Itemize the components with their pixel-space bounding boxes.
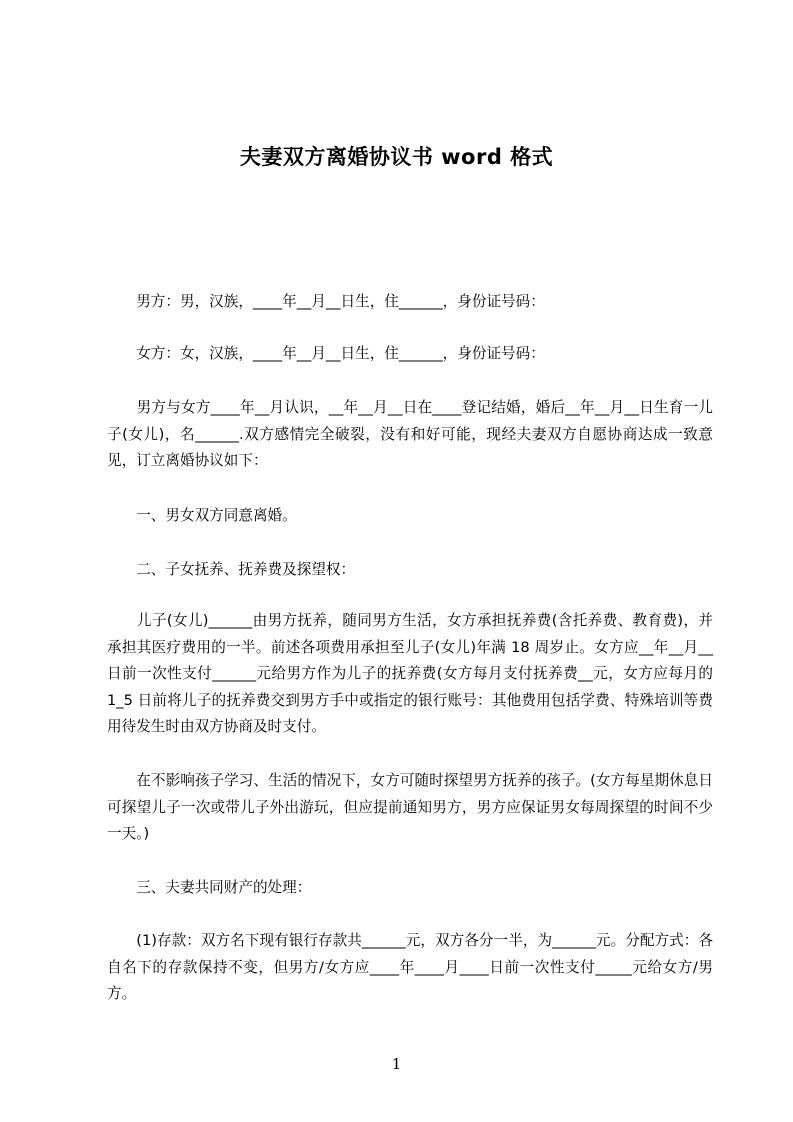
paragraph-female-party: 女方：女，汉族，____年__月__日生，住______，身份证号码： <box>107 345 545 362</box>
clause-child-custody-heading: 二、子女抚养、抚养费及探望权： <box>107 561 356 578</box>
clause-agree-divorce: 一、男女双方同意离婚。 <box>107 507 297 524</box>
paragraph-visitation-rights: 在不影响孩子学习、生活的情况下，女方可随时探望男方抚养的孩子。(女方每星期休息日可探望儿子一次或带儿子外出游玩，但应提前通知男方，男方应保证男女每周探望的时间不少一天。) <box>107 772 713 842</box>
document-title: 夫妻双方离婚协议书 word 格式 <box>239 145 554 169</box>
paragraph-marriage-background: 男方与女方____年__月认识，__年__月__日在____登记结婚，婚后__年__月__日生育一儿子(女儿)，名______.双方感情完全破裂，没有和好可能，现经夫妻双方自愿协商达成一致意见，订立离婚协议如下： <box>107 399 713 469</box>
paragraph-child-support: 儿子(女儿)______由男方抚养，随同男方生活，女方承担抚养费(含托养费、教育费)，并承担其医疗费用的一半。前述各项费用承担至儿子(女儿)年满 18 周岁止。女方应__年__月__日前一次性支付______元给男方作为儿子的抚养费(女方每月支付抚养费__元，女方应每月的 1_5 日前将儿子的抚养费交到男方手中或指定的银行账号：其他费用包括学费、特殊培训等费用待发生时由双方协商及时支付。 <box>107 612 713 735</box>
clause-common-property-heading: 三、夫妻共同财产的处理： <box>107 879 312 896</box>
paragraph-male-party: 男方：男，汉族，____年__月__日生，住______，身份证号码： <box>107 293 545 310</box>
paragraph-savings-division: (1)存款：双方名下现有银行存款共______元，双方各分一半，为______元。分配方式：各自名下的存款保持不变，但男方/女方应____年____月____日前一次性支付_____元给女方/男方。 <box>107 932 713 1002</box>
page-number: 1 <box>391 1055 402 1073</box>
